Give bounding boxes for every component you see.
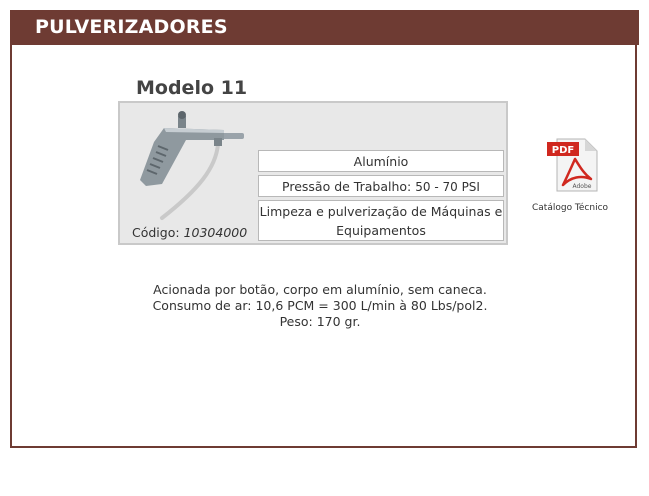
description-line1: Acionada por botão, corpo em alumínio, sem caneca. bbox=[153, 282, 487, 297]
pdf-label: PDF bbox=[551, 145, 575, 156]
page-header bbox=[10, 10, 639, 45]
spec-application-line2: Equipamentos bbox=[336, 223, 426, 238]
product-description bbox=[120, 282, 520, 330]
spray-gun-image bbox=[124, 106, 254, 224]
spec-application bbox=[258, 200, 504, 241]
adobe-label: Adobe bbox=[572, 183, 592, 190]
spec-pressure-label: Pressão de Trabalho: bbox=[282, 179, 412, 194]
code-label: Código: bbox=[132, 225, 180, 240]
description-line2: Consumo de ar: 10,6 PCM = 300 L/min à 80 Lbs/pol2. bbox=[152, 298, 488, 313]
spec-pressure bbox=[258, 175, 504, 197]
spec-application-line1: Limpeza e pulverização de Máquinas e bbox=[259, 204, 503, 219]
product-code bbox=[132, 225, 247, 240]
page-title: PULVERIZADORES bbox=[35, 16, 228, 38]
pdf-adobe-icon[interactable] bbox=[545, 137, 601, 193]
spec-pressure-value: 50 - 70 PSI bbox=[415, 180, 480, 194]
catalog-link[interactable]: Catálogo Técnico bbox=[532, 203, 609, 213]
model-title: Modelo 11 bbox=[136, 77, 248, 99]
code-value: 10304000 bbox=[183, 225, 248, 240]
spec-material-text: Alumínio bbox=[353, 154, 409, 169]
description-line3: Peso: 170 gr. bbox=[279, 314, 361, 329]
spec-material bbox=[258, 150, 504, 172]
